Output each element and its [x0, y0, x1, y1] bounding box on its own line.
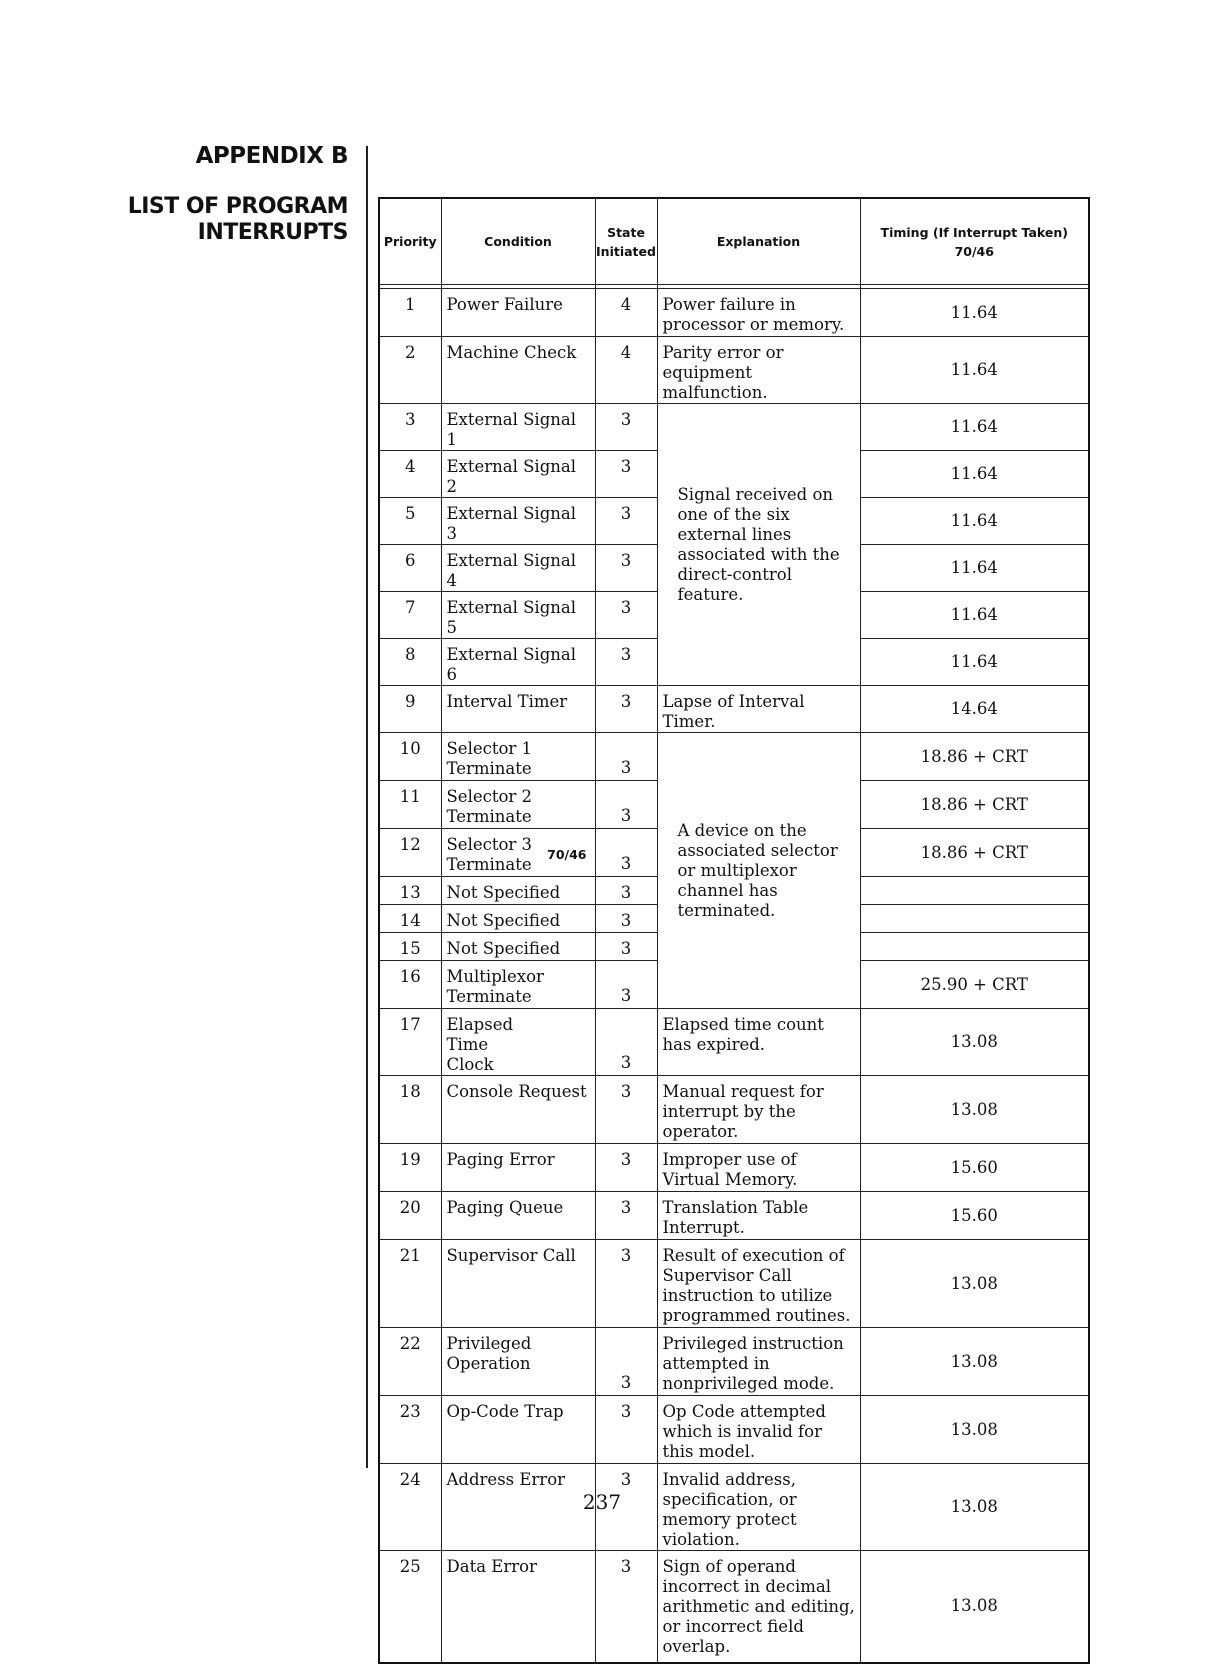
- condition-text: Address Error: [446, 1470, 566, 1489]
- timing-cell: 11.64: [860, 545, 1089, 592]
- condition-text: Data Error: [446, 1557, 537, 1576]
- appendix-title: APPENDIX B: [195, 143, 348, 169]
- condition-text: Selector 2 Terminate: [446, 787, 533, 826]
- state-initiated-cell: 3: [595, 545, 657, 592]
- header-explanation: Explanation: [657, 198, 860, 285]
- timing-cell: 11.64: [860, 498, 1089, 545]
- condition-cell: [441, 961, 595, 1009]
- condition-cell: [441, 1192, 595, 1240]
- condition-cell: [441, 639, 595, 686]
- condition-text: External Signal 2: [446, 457, 577, 496]
- explanation-cell: Translation Table Interrupt.: [657, 1192, 860, 1240]
- explanation-cell: Result of execution of Supervisor Call instruction to utilize programmed routines.: [657, 1240, 860, 1328]
- header-timing: [860, 198, 1089, 285]
- explanation-cell: Improper use of Virtual Memory.: [657, 1144, 860, 1192]
- timing-cell: 11.64: [860, 639, 1089, 686]
- condition-text: Supervisor Call: [446, 1246, 576, 1265]
- state-initiated-cell: 4: [595, 289, 657, 337]
- timing-cell: [860, 933, 1089, 961]
- condition-cell: [441, 592, 595, 639]
- explanation-cell: Power failure in processor or memory.: [657, 289, 860, 337]
- priority-cell: 12: [379, 829, 441, 877]
- timing-cell: 15.60: [860, 1192, 1089, 1240]
- condition-cell: [441, 1328, 595, 1396]
- condition-text: Machine Check: [446, 343, 577, 362]
- condition-text: Not Specified: [446, 939, 561, 958]
- explanation-cell: Invalid address, specification, or memory protect violation.: [657, 1464, 860, 1551]
- table-row: [379, 1396, 1089, 1464]
- condition-cell: [441, 1009, 595, 1076]
- state-initiated-cell: 3: [595, 404, 657, 451]
- subtitle-line-1: LIST OF PROGRAM: [127, 194, 348, 219]
- priority-cell: 15: [379, 933, 441, 961]
- condition-text: Console Request: [446, 1082, 587, 1101]
- header-state-initiated: [595, 198, 657, 285]
- explanation-cell: Parity error or equipment malfunction.: [657, 337, 860, 404]
- condition-text: Selector 3 Terminate: [446, 835, 533, 874]
- timing-cell: 13.08: [860, 1240, 1089, 1328]
- priority-cell: 4: [379, 451, 441, 498]
- timing-cell: 13.08: [860, 1396, 1089, 1464]
- condition-text: Paging Queue: [446, 1198, 564, 1217]
- state-initiated-cell: 3: [595, 1464, 657, 1551]
- timing-cell: [860, 877, 1089, 905]
- state-initiated-cell: 3: [595, 1076, 657, 1144]
- timing-cell: 18.86 + CRT: [860, 829, 1089, 877]
- explanation-cell: Lapse of Interval Timer.: [657, 686, 860, 733]
- condition-cell: [441, 498, 595, 545]
- state-initiated-cell: 3: [595, 1328, 657, 1396]
- timing-cell: 18.86 + CRT: [860, 733, 1089, 781]
- timing-cell: 13.08: [860, 1551, 1089, 1663]
- priority-cell: 17: [379, 1009, 441, 1076]
- priority-cell: 18: [379, 1076, 441, 1144]
- condition-cell: [441, 781, 595, 829]
- condition-text: Privileged Operation: [446, 1334, 532, 1373]
- priority-cell: 13: [379, 877, 441, 905]
- priority-cell: 11: [379, 781, 441, 829]
- condition-cell: [441, 1240, 595, 1328]
- header-state-line-1: State: [607, 224, 645, 240]
- explanation-cell: Sign of operand incorrect in decimal arithmetic and editing, or incorrect field overlap.: [657, 1551, 860, 1663]
- table-header-row: [379, 198, 1089, 285]
- condition-text: External Signal 5: [446, 598, 577, 637]
- program-interrupts-table: [378, 197, 1090, 1664]
- timing-cell: 13.08: [860, 1328, 1089, 1396]
- explanation-cell: Op Code attempted which is invalid for this model.: [657, 1396, 860, 1464]
- priority-cell: 9: [379, 686, 441, 733]
- condition-text: External Signal 4: [446, 551, 577, 590]
- state-initiated-cell: 4: [595, 337, 657, 404]
- priority-cell: 7: [379, 592, 441, 639]
- priority-cell: 1: [379, 289, 441, 337]
- condition-cell: [441, 1396, 595, 1464]
- state-initiated-cell: 3: [595, 1009, 657, 1076]
- explanation-cell-channel-terminate: A device on the associated selector or multiplexor channel has terminated.: [657, 733, 860, 1009]
- condition-cell: [441, 451, 595, 498]
- state-initiated-cell: 3: [595, 1396, 657, 1464]
- condition-cell: [441, 1076, 595, 1144]
- table-row: [379, 404, 1089, 451]
- state-initiated-cell: 3: [595, 686, 657, 733]
- state-initiated-cell: 3: [595, 961, 657, 1009]
- state-initiated-cell: 3: [595, 498, 657, 545]
- condition-text: Multiplexor Terminate: [446, 967, 544, 1006]
- state-initiated-cell: 3: [595, 877, 657, 905]
- condition-text: Op-Code Trap: [446, 1402, 564, 1421]
- timing-cell: 11.64: [860, 289, 1089, 337]
- header-priority: Priority: [379, 198, 441, 285]
- subtitle-line-2: INTERRUPTS: [197, 220, 348, 245]
- table-row: [379, 1009, 1089, 1076]
- condition-cell: [441, 404, 595, 451]
- condition-cell: [441, 877, 595, 905]
- timing-cell: 13.08: [860, 1464, 1089, 1551]
- priority-cell: 21: [379, 1240, 441, 1328]
- priority-cell: 23: [379, 1396, 441, 1464]
- explanation-cell: Privileged instruction attempted in nonprivileged mode.: [657, 1328, 860, 1396]
- condition-cell: [441, 733, 595, 781]
- timing-cell: 25.90 + CRT: [860, 961, 1089, 1009]
- timing-cell: 14.64: [860, 686, 1089, 733]
- priority-cell: 25: [379, 1551, 441, 1663]
- timing-cell: 15.60: [860, 1144, 1089, 1192]
- priority-cell: 14: [379, 905, 441, 933]
- priority-cell: 19: [379, 1144, 441, 1192]
- table-row: [379, 1192, 1089, 1240]
- state-initiated-cell: 3: [595, 905, 657, 933]
- header-state-line-2: Initiated: [596, 243, 656, 259]
- table-body: [379, 285, 1089, 1663]
- state-initiated-cell: 3: [595, 733, 657, 781]
- condition-cell: [441, 1144, 595, 1192]
- priority-cell: 3: [379, 404, 441, 451]
- table-row: [379, 1551, 1089, 1663]
- header-timing-line-2: 70/46: [954, 243, 994, 259]
- timing-cell: 11.64: [860, 404, 1089, 451]
- vertical-divider: [366, 146, 368, 1468]
- state-initiated-cell: 3: [595, 1240, 657, 1328]
- timing-cell: 11.64: [860, 592, 1089, 639]
- priority-cell: 5: [379, 498, 441, 545]
- explanation-cell: Elapsed time count has expired.: [657, 1009, 860, 1076]
- explanation-cell-external-signals: Signal received on one of the six external lines associated with the direct-control feature.: [657, 404, 860, 686]
- condition-cell: [441, 337, 595, 404]
- timing-cell: [860, 905, 1089, 933]
- state-initiated-cell: 3: [595, 933, 657, 961]
- condition-cell: [441, 905, 595, 933]
- condition-text: External Signal 3: [446, 504, 577, 543]
- model-tag: 70/46: [547, 847, 587, 862]
- condition-cell: [441, 289, 595, 337]
- state-initiated-cell: 3: [595, 1192, 657, 1240]
- condition-text: Not Specified: [446, 883, 561, 902]
- priority-cell: 10: [379, 733, 441, 781]
- condition-cell: [441, 545, 595, 592]
- appendix-subtitle: [128, 194, 348, 246]
- state-initiated-cell: 3: [595, 781, 657, 829]
- condition-text: External Signal 6: [446, 645, 577, 684]
- priority-cell: 16: [379, 961, 441, 1009]
- timing-cell: 11.64: [860, 451, 1089, 498]
- state-initiated-cell: 3: [595, 1144, 657, 1192]
- priority-cell: 24: [379, 1464, 441, 1551]
- timing-cell: 13.08: [860, 1076, 1089, 1144]
- table-row: [379, 289, 1089, 337]
- state-initiated-cell: 3: [595, 829, 657, 877]
- header-timing-line-1: Timing (If Interrupt Taken): [880, 224, 1068, 240]
- explanation-cell: Manual request for interrupt by the operator.: [657, 1076, 860, 1144]
- condition-text: Power Failure: [446, 295, 563, 314]
- table-row: [379, 1144, 1089, 1192]
- table-row: [379, 1076, 1089, 1144]
- state-initiated-cell: 3: [595, 639, 657, 686]
- condition-text: Interval Timer: [446, 692, 568, 711]
- condition-text: External Signal 1: [446, 410, 577, 449]
- header-condition: Condition: [441, 198, 595, 285]
- priority-cell: 22: [379, 1328, 441, 1396]
- table-row: [379, 733, 1089, 781]
- timing-cell: 11.64: [860, 337, 1089, 404]
- condition-text: Not Specified: [446, 911, 561, 930]
- timing-cell: 18.86 + CRT: [860, 781, 1089, 829]
- table-row: [379, 1328, 1089, 1396]
- table-row: [379, 686, 1089, 733]
- condition-cell: [441, 686, 595, 733]
- priority-cell: 20: [379, 1192, 441, 1240]
- condition-cell: [441, 1551, 595, 1663]
- state-initiated-cell: 3: [595, 451, 657, 498]
- state-initiated-cell: 3: [595, 1551, 657, 1663]
- state-initiated-cell: 3: [595, 592, 657, 639]
- condition-text: Paging Error: [446, 1150, 555, 1169]
- condition-cell: [441, 933, 595, 961]
- priority-cell: 2: [379, 337, 441, 404]
- priority-cell: 6: [379, 545, 441, 592]
- table-row: [379, 337, 1089, 404]
- condition-text: Elapsed Time Clock: [446, 1015, 514, 1074]
- condition-cell: [441, 829, 595, 877]
- table-row: [379, 1240, 1089, 1328]
- page-number: 237: [582, 1490, 622, 1514]
- condition-text: Selector 1 Terminate: [446, 739, 533, 778]
- priority-cell: 8: [379, 639, 441, 686]
- timing-cell: 13.08: [860, 1009, 1089, 1076]
